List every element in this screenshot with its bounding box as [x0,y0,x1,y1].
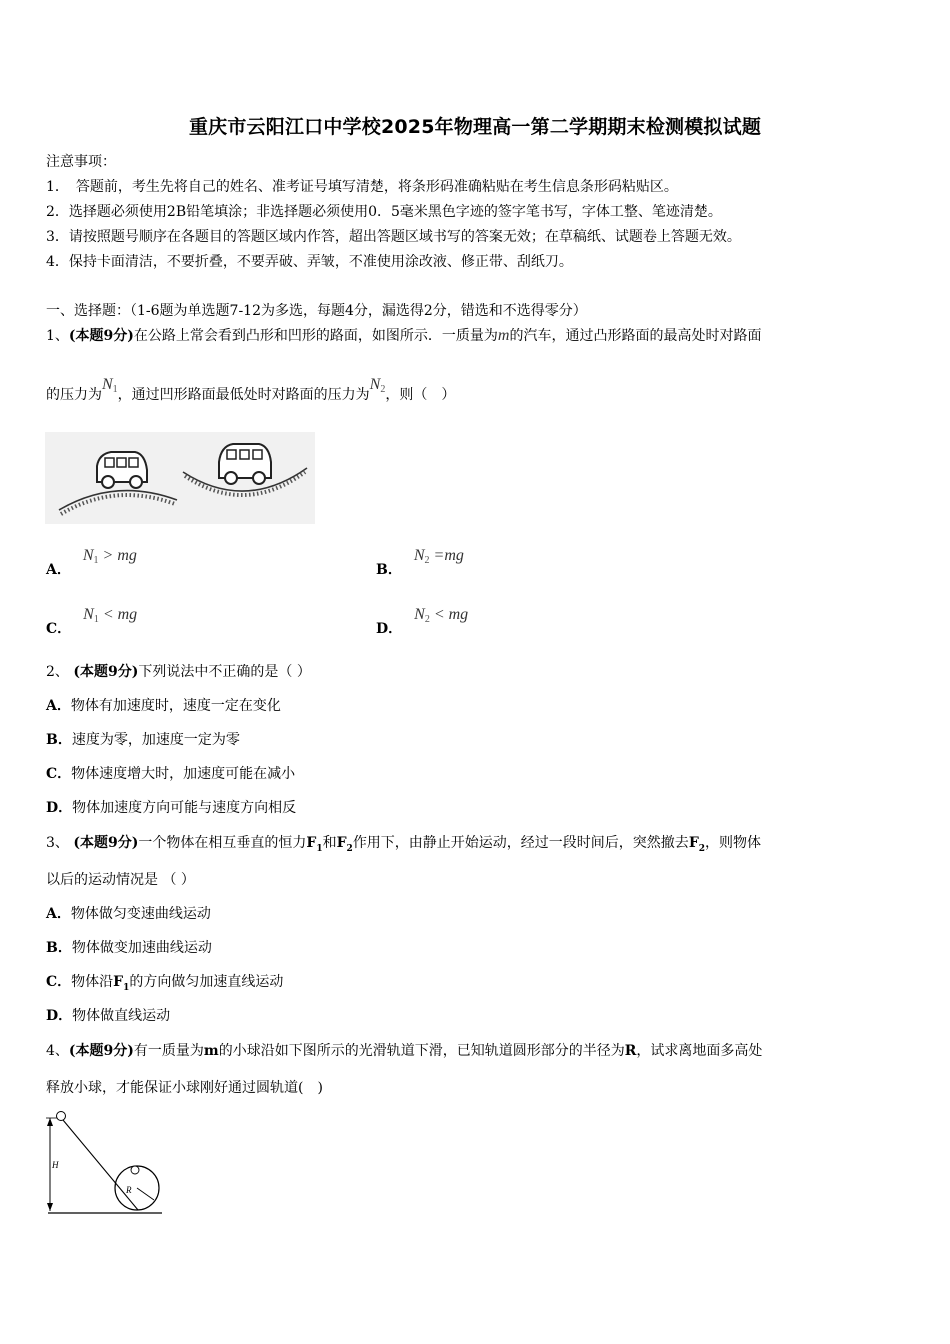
loop-track-diagram [40,1106,170,1218]
car-in-concave-road [219,444,271,484]
q4-text: 有一质量为 [133,1043,204,1059]
q4-radius-symbol: R [624,1043,637,1059]
q3-score: (本题9分) [73,835,139,851]
q1-score: (本题9分) [68,328,134,344]
q3-text: 作用下，由静止开始运动，经过一段时间后，突然撤去 [352,835,689,851]
note-item-4: 4．保持卡面清洁，不要折叠，不要弄破、弄皱，不准使用涂改液、修正带、刮纸刀。 [46,254,573,270]
q1-text: ，则（ ） [385,387,456,403]
q1-number: 1、 [46,328,69,344]
option-label: B． [376,562,402,578]
q2-score: (本题9分) [73,664,139,680]
option-label: B． [46,940,72,956]
q3-option-c-f1: $F_1$ [113,974,130,993]
question-4-line-2: 释放小球，才能保证小球刚好通过圆轨道( ) [46,1080,323,1096]
q3-f1: $F_1$ [306,835,323,854]
q3-text: 一个物体在相互垂直的恒力 [138,835,307,851]
note-item-3: 3．请按照题号顺序在各题目的答题区域内作答，超出答题区域书写的答案无效；在草稿纸、试题卷上答题无效。 [46,229,741,245]
q2-number: 2、 [46,664,69,680]
q4-mass-symbol: m [203,1043,219,1059]
option-label: C． [46,621,72,637]
question-3-line-2: 以后的运动情况是 （ ） [46,872,195,888]
option-text: 物体加速度方向可能与速度方向相反 [72,800,297,816]
section-heading: 一、选择题：（1-6题为单选题7-12为多选，每题4分，漏选得2分，错选和不选得零分） [46,303,587,319]
question-1-line-1 [46,327,761,345]
radius-label: R [126,1185,132,1195]
option-formula: $N_2$ < mg [414,606,469,625]
q1-option-d[interactable] [376,604,469,637]
option-formula: $N_1$ > mg [82,547,137,566]
q3-number: 3、 [46,835,69,851]
q2-option-c[interactable] [46,765,295,783]
note-item-1: 1． 答题前，考生先将自己的姓名、准考证号填写清楚，将条形码准确粘贴在考生信息条形码粘贴区。 [46,179,678,195]
q1-text: 的压力为 [46,387,102,403]
option-label: D． [46,1008,73,1024]
car-on-convex-road [97,452,147,488]
road-cars-figure [45,432,315,524]
option-text: 物体做变加速曲线运动 [71,940,212,956]
q3-text: 和 [322,835,337,851]
option-text: 物体做匀变速曲线运动 [70,906,211,922]
option-formula: $N_1$ < mg [83,606,138,625]
q2-option-a[interactable] [46,697,281,715]
option-text: 物体做直线运动 [72,1008,171,1024]
notes-heading: 注意事项： [46,154,116,170]
q1-n2-symbol: $N_2$ [369,376,386,395]
q1-text: 在公路上常会看到凸形和凹形的路面，如图所示．一质量为 [133,328,498,344]
q2-option-b[interactable] [46,731,240,749]
q3-option-d[interactable] [46,1007,170,1025]
road-cars-illustration [45,432,315,524]
option-text: 物体有加速度时，速度一定在变化 [70,698,281,714]
q3-f2-again: $F_2$ [688,835,706,854]
option-label: A． [46,906,71,922]
question-2 [46,663,311,681]
option-label: C． [46,766,72,782]
q1-n1-symbol: $N_1$ [102,376,118,395]
height-label: H [52,1160,59,1170]
option-text: 物体速度增大时，加速度可能在减小 [71,766,296,782]
option-formula: $N_2 =mg$ [413,547,464,566]
q3-option-a[interactable] [46,905,211,923]
q1-mass-symbol: m [497,327,510,344]
option-text: 物体沿 [71,974,114,990]
option-text: 速度为零，加速度一定为零 [71,732,240,748]
q4-number: 4、 [46,1043,69,1059]
q3-f2: $F_2$ [336,835,353,854]
page-title: 重庆市云阳江口中学校2025年物理高一第二学期期末检测模拟试题 [188,116,762,138]
q1-text: ，通过凹形路面最低处时对路面的压力为 [117,387,370,403]
q2-text: 下列说法中不正确的是（ ） [138,664,311,680]
option-label: B． [46,732,72,748]
q4-text: ，试求离地面多高处 [636,1043,763,1059]
option-label: D． [46,800,73,816]
note-item-2: 2．选择题必须使用2B铅笔填涂；非选择题必须使用0．5毫米黑色字迹的签字笔书写，字体工整、笔迹清楚。 [46,204,722,220]
option-label: A． [46,698,71,714]
q1-option-a[interactable] [46,545,137,578]
option-label: A． [46,562,71,578]
q3-option-b[interactable] [46,939,212,957]
q3-text: ，则物体 [705,835,762,851]
q4-score: (本题9分) [68,1043,134,1059]
question-1-line-2 [46,376,456,409]
option-label: C． [46,974,72,990]
q1-text: 的汽车，通过凸形路面的最高处时对路面 [509,328,762,344]
q4-text: 的小球沿如下图所示的光滑轨道下滑，已知轨道圆形部分的半径为 [218,1043,625,1059]
question-3-line-1 [46,834,761,858]
option-label: D． [376,621,403,637]
option-text: 的方向做匀加速直线运动 [129,974,284,990]
question-4-line-1 [46,1042,762,1060]
q2-option-d[interactable] [46,799,296,817]
q1-option-b[interactable] [376,545,464,578]
q1-option-c[interactable] [46,604,138,637]
q3-option-c[interactable] [46,973,283,997]
